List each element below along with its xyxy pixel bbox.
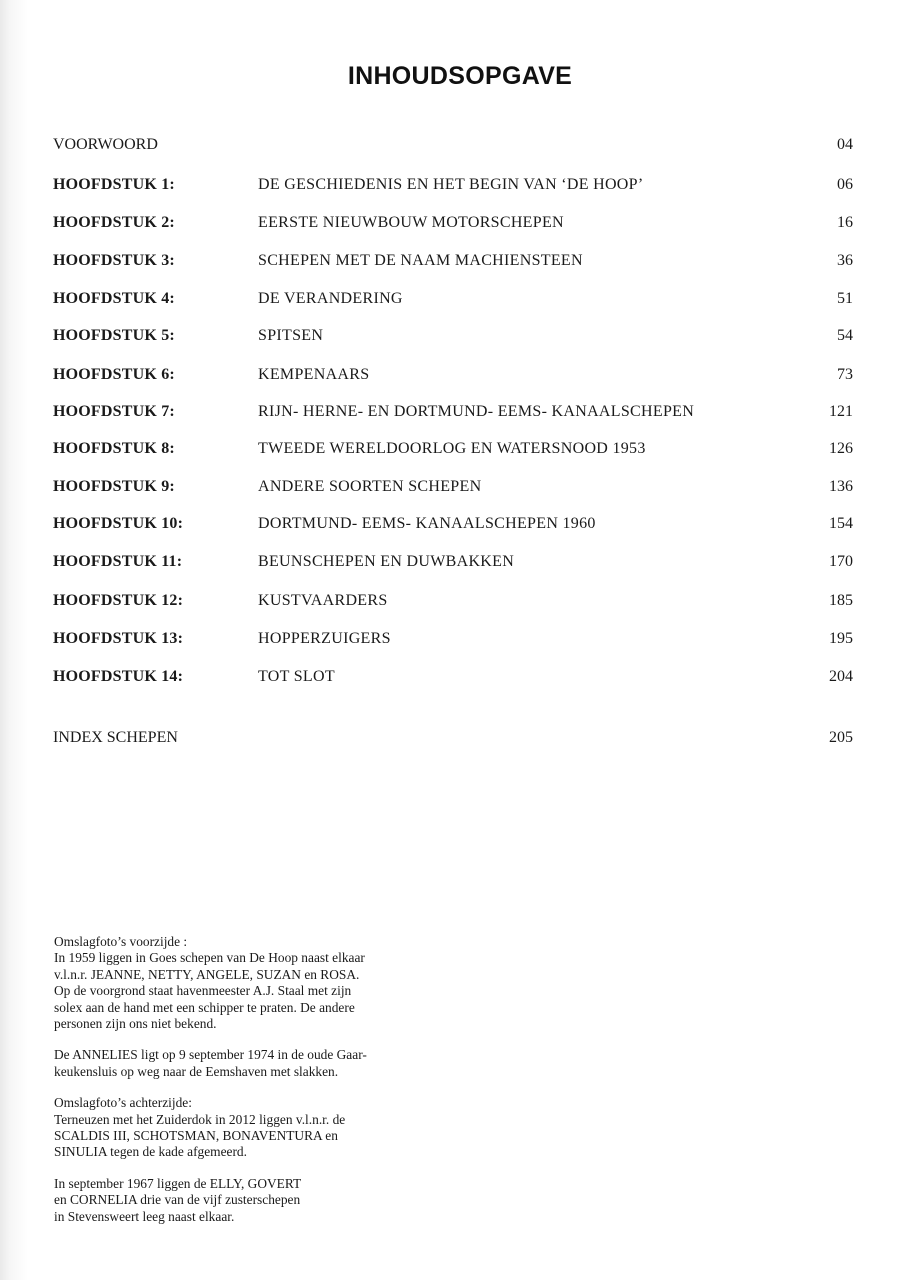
toc-chapter-label: HOOFDSTUK 9: <box>53 478 175 495</box>
toc-chapter-title: KEMPENAARS <box>258 366 370 383</box>
toc-chapter-title: DE VERANDERING <box>258 290 403 307</box>
toc-chapter-page: 136 <box>829 478 853 495</box>
toc-chapter-title: SPITSEN <box>258 327 324 344</box>
toc-foreword-row <box>0 136 920 160</box>
toc-foreword-label: VOORWOORD <box>53 136 158 153</box>
toc-chapter-row <box>0 366 920 390</box>
caption-line: en CORNELIA drie van de vijf zusterschepen <box>54 1192 301 1208</box>
toc-chapter-title: DORTMUND- EEMS- KANAALSCHEPEN 1960 <box>258 515 596 532</box>
toc-chapter-row <box>0 440 920 464</box>
caption-line: Terneuzen met het Zuiderdok in 2012 liggen v.l.n.r. de <box>54 1111 346 1127</box>
toc-chapter-label: HOOFDSTUK 4: <box>53 290 175 307</box>
caption-annelies <box>54 1047 454 1080</box>
toc-chapter-page: 195 <box>829 630 853 647</box>
toc-chapter-label: HOOFDSTUK 12: <box>53 592 184 609</box>
toc-index-label: INDEX SCHEPEN <box>53 729 178 746</box>
toc-chapter-label: HOOFDSTUK 3: <box>53 252 175 269</box>
toc-chapter-label: HOOFDSTUK 2: <box>53 214 175 231</box>
toc-chapter-row <box>0 290 920 314</box>
toc-chapter-row <box>0 668 920 692</box>
toc-chapter-page: 54 <box>837 327 853 344</box>
toc-chapter-page: 16 <box>837 214 853 231</box>
toc-chapter-label: HOOFDSTUK 11: <box>53 553 183 570</box>
caption-line: Op de voorgrond staat havenmeester A.J. Staal met zijn <box>54 983 352 999</box>
caption-back-cover <box>54 1095 454 1161</box>
toc-chapter-title: KUSTVAARDERS <box>258 592 388 609</box>
toc-chapter-row <box>0 515 920 539</box>
toc-chapter-page: 126 <box>829 440 853 457</box>
toc-chapter-row <box>0 630 920 654</box>
page-title: INHOUDSOPGAVE <box>347 62 573 90</box>
toc-chapter-row <box>0 214 920 238</box>
toc-index-page: 205 <box>829 729 853 746</box>
cover-photo-captions <box>54 934 454 1240</box>
caption-line: Omslagfoto’s voorzijde : <box>54 934 188 949</box>
toc-chapter-title: HOPPERZUIGERS <box>258 630 391 647</box>
toc-chapter-row <box>0 553 920 577</box>
toc-chapter-row <box>0 403 920 427</box>
toc-chapter-label: HOOFDSTUK 6: <box>53 366 175 383</box>
caption-line: v.l.n.r. JEANNE, NETTY, ANGELE, SUZAN en ROSA. <box>54 966 360 982</box>
toc-index-row <box>0 729 920 753</box>
toc-chapter-row <box>0 327 920 351</box>
toc-chapter-row <box>0 592 920 616</box>
toc-chapter-label: HOOFDSTUK 13: <box>53 630 184 647</box>
toc-chapter-row <box>0 176 920 200</box>
toc-chapter-title: ANDERE SOORTEN SCHEPEN <box>258 478 482 495</box>
caption-line: personen zijn ons niet bekend. <box>54 1016 217 1032</box>
toc-chapter-title: TOT SLOT <box>258 668 335 685</box>
toc-chapter-title: SCHEPEN MET DE NAAM MACHIENSTEEN <box>258 252 583 269</box>
toc-chapter-label: HOOFDSTUK 8: <box>53 440 175 457</box>
toc-chapter-page: 185 <box>829 592 853 609</box>
toc-chapter-page: 51 <box>837 290 853 307</box>
caption-line: solex aan de hand met een schipper te praten. De andere <box>54 999 355 1015</box>
caption-front-cover <box>54 934 454 1032</box>
toc-foreword-page: 04 <box>837 136 853 153</box>
toc-chapter-page: 06 <box>837 176 853 193</box>
toc-chapter-title: BEUNSCHEPEN EN DUWBAKKEN <box>258 553 515 570</box>
toc-chapter-label: HOOFDSTUK 14: <box>53 668 184 685</box>
toc-chapter-page: 154 <box>829 515 853 532</box>
caption-line: In 1959 liggen in Goes schepen van De Hoop naast elkaar <box>54 950 365 966</box>
caption-line: in Stevensweert leeg naast elkaar. <box>54 1208 235 1224</box>
toc-chapter-page: 121 <box>829 403 853 420</box>
caption-line: De ANNELIES ligt op 9 september 1974 in de oude Gaar- <box>54 1047 367 1063</box>
caption-line: SINULIA tegen de kade afgemeerd. <box>54 1144 247 1160</box>
toc-chapter-title: EERSTE NIEUWBOUW MOTORSCHEPEN <box>258 214 564 231</box>
toc-chapter-label: HOOFDSTUK 10: <box>53 515 184 532</box>
toc-chapter-page: 170 <box>829 553 853 570</box>
toc-chapter-page: 204 <box>829 668 853 685</box>
toc-chapter-label: HOOFDSTUK 1: <box>53 176 175 193</box>
caption-stevensweert <box>54 1176 454 1225</box>
toc-chapter-label: HOOFDSTUK 5: <box>53 327 175 344</box>
caption-line: keukensluis op weg naar de Eemshaven met slakken. <box>54 1063 339 1079</box>
toc-chapter-title: TWEEDE WERELDOORLOG EN WATERSNOOD 1953 <box>258 440 646 457</box>
caption-line: In september 1967 liggen de ELLY, GOVERT <box>54 1175 302 1191</box>
toc-chapter-row <box>0 252 920 276</box>
toc-chapter-row <box>0 478 920 502</box>
toc-chapter-page: 36 <box>837 252 853 269</box>
toc-chapter-title: DE GESCHIEDENIS EN HET BEGIN VAN ‘DE HOOP’ <box>258 176 644 193</box>
toc-chapter-title: RIJN- HERNE- EN DORTMUND- EEMS- KANAALSCHEPEN <box>258 403 695 420</box>
caption-line: Omslagfoto’s achterzijde: <box>54 1095 192 1111</box>
caption-line: SCALDIS III, SCHOTSMAN, BONAVENTURA en <box>54 1128 338 1144</box>
toc-chapter-label: HOOFDSTUK 7: <box>53 403 175 420</box>
toc-chapter-page: 73 <box>837 366 853 383</box>
